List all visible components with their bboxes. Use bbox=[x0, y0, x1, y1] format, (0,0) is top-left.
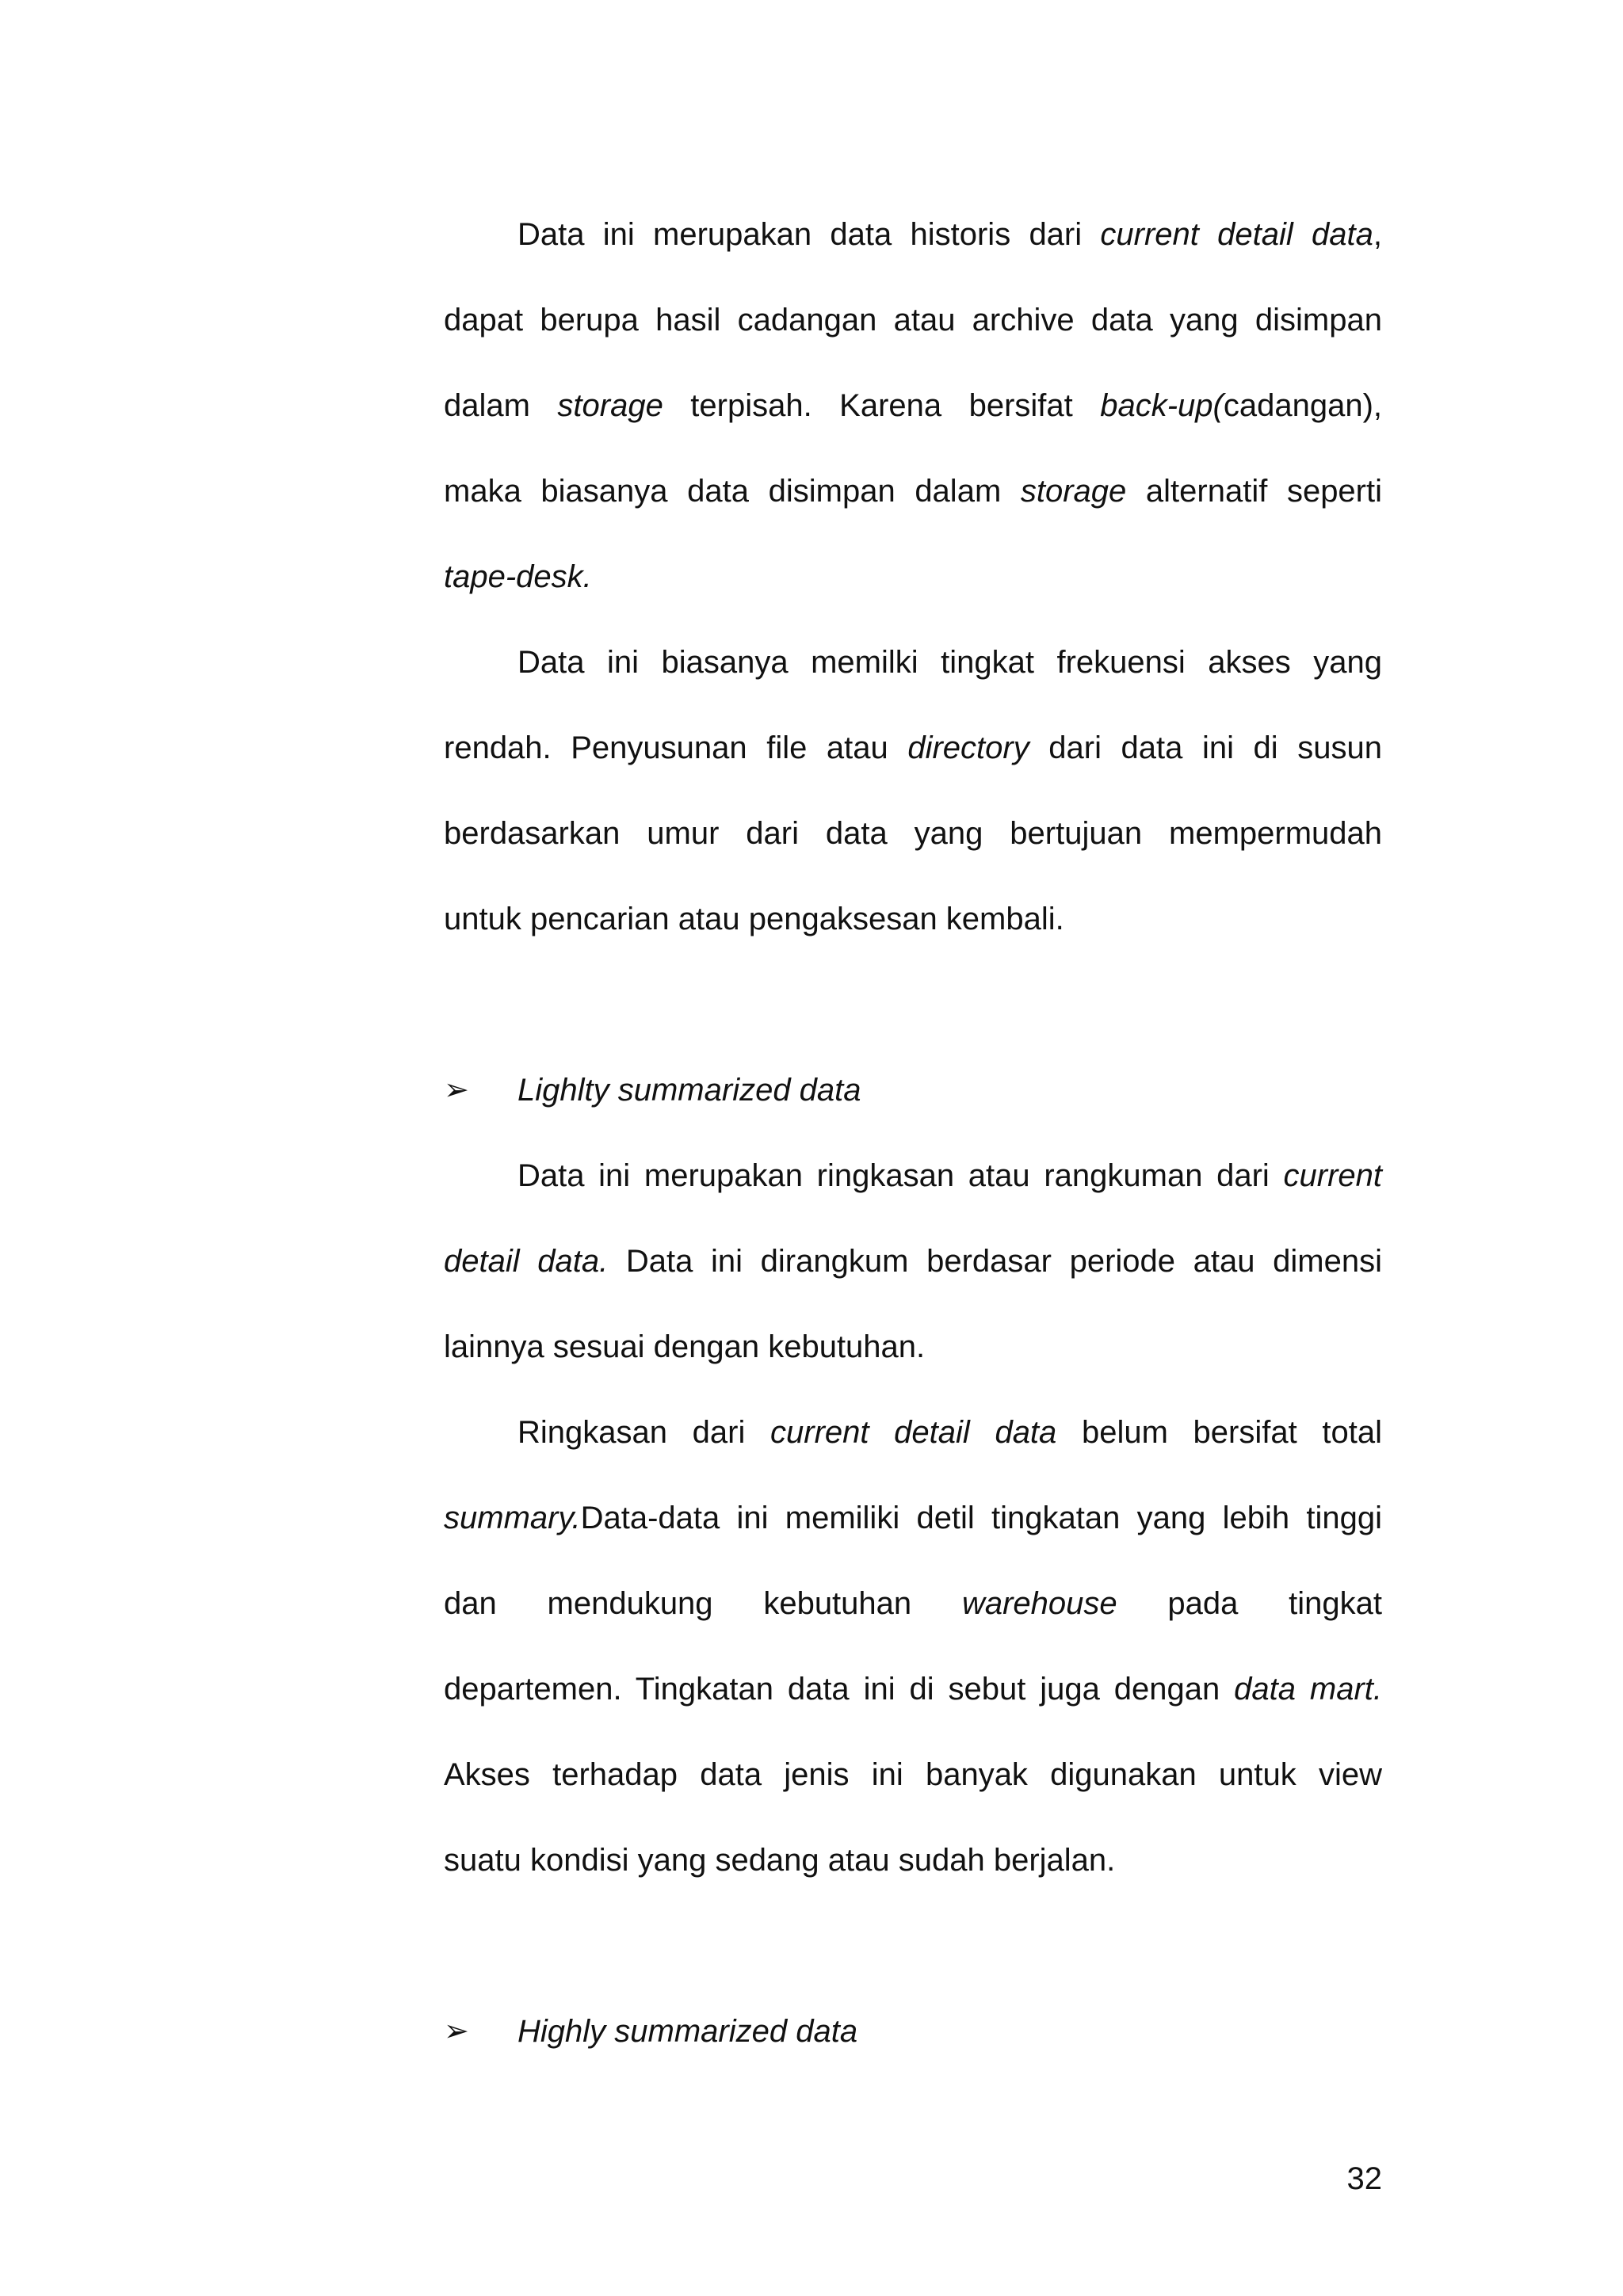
text: Data ini merupakan data historis dari bbox=[517, 217, 1101, 252]
text: dari data ini di susun bbox=[1029, 730, 1382, 765]
text: , bbox=[1373, 217, 1382, 252]
italic-term: storage bbox=[1020, 474, 1127, 509]
text: departemen. Tingkatan data ini di sebut juga dengan bbox=[444, 1672, 1235, 1707]
para4-line5: Akses terhadap data jenis ini banyak digunakan untuk view bbox=[444, 1757, 1382, 1792]
italic-term: warehouse bbox=[961, 1586, 1117, 1621]
text: alternatif seperti bbox=[1126, 474, 1382, 509]
text: Ringkasan dari bbox=[517, 1415, 771, 1450]
text: belum bersifat total bbox=[1056, 1415, 1382, 1450]
text: Data-data ini memiliki detil tingkatan yang lebih tinggi bbox=[580, 1501, 1382, 1535]
text: pada tingkat bbox=[1117, 1586, 1382, 1621]
section-heading-lightly-summarized: Lighlty summarized data bbox=[517, 1073, 861, 1108]
para4-line4 bbox=[444, 1665, 1382, 1713]
para4-line1 bbox=[517, 1409, 1382, 1456]
italic-term: summary. bbox=[444, 1501, 581, 1535]
para3-line1 bbox=[517, 1152, 1382, 1199]
section-heading-highly-summarized: Highly summarized data bbox=[517, 2014, 858, 2049]
para2-line1: Data ini biasanya memilki tingkat frekuensi akses yang bbox=[517, 645, 1382, 680]
para2-line3: berdasarkan umur dari data yang bertujuan mempermudah bbox=[444, 816, 1382, 851]
para3-line2 bbox=[444, 1238, 1382, 1285]
para4-line3 bbox=[444, 1580, 1382, 1627]
page-number: 32 bbox=[1346, 2161, 1382, 2196]
bullet-arrow-icon: ➢ bbox=[444, 2015, 469, 2048]
para1-line1 bbox=[517, 211, 1382, 258]
para1-line3 bbox=[444, 382, 1382, 429]
italic-term: back-up( bbox=[1100, 388, 1224, 423]
text: terpisah. Karena bersifat bbox=[663, 388, 1101, 423]
italic-term: current detail data bbox=[770, 1415, 1057, 1450]
text: Data ini dirangkum berdasar periode atau dimensi bbox=[608, 1244, 1382, 1279]
italic-term: detail data. bbox=[444, 1244, 609, 1279]
para1-line2: dapat berupa hasil cadangan atau archive data yang disimpan bbox=[444, 303, 1382, 338]
italic-term: directory bbox=[907, 730, 1029, 765]
text: dalam bbox=[444, 388, 558, 423]
para2-line4: untuk pencarian atau pengaksesan kembali. bbox=[444, 902, 1064, 936]
italic-term: current detail data bbox=[1100, 217, 1373, 252]
text: cadangan), bbox=[1223, 388, 1382, 423]
para3-line3: lainnya sesuai dengan kebutuhan. bbox=[444, 1329, 926, 1364]
text: dan mendukung kebutuhan bbox=[444, 1586, 962, 1621]
italic-term: current bbox=[1283, 1158, 1382, 1193]
text: Data ini merupakan ringkasan atau rangkuman dari bbox=[517, 1158, 1284, 1193]
text: maka biasanya data disimpan dalam bbox=[444, 474, 1021, 509]
bullet-arrow-icon: ➢ bbox=[444, 1074, 469, 1107]
para1-line5: tape-desk. bbox=[444, 559, 592, 594]
para4-line2 bbox=[444, 1494, 1382, 1542]
italic-term: data mart. bbox=[1234, 1672, 1382, 1707]
italic-term: storage bbox=[557, 388, 663, 423]
para1-line4 bbox=[444, 467, 1382, 515]
para4-line6: suatu kondisi yang sedang atau sudah berjalan. bbox=[444, 1843, 1116, 1878]
para2-line2 bbox=[444, 724, 1382, 772]
text: rendah. Penyusunan file atau bbox=[444, 730, 908, 765]
